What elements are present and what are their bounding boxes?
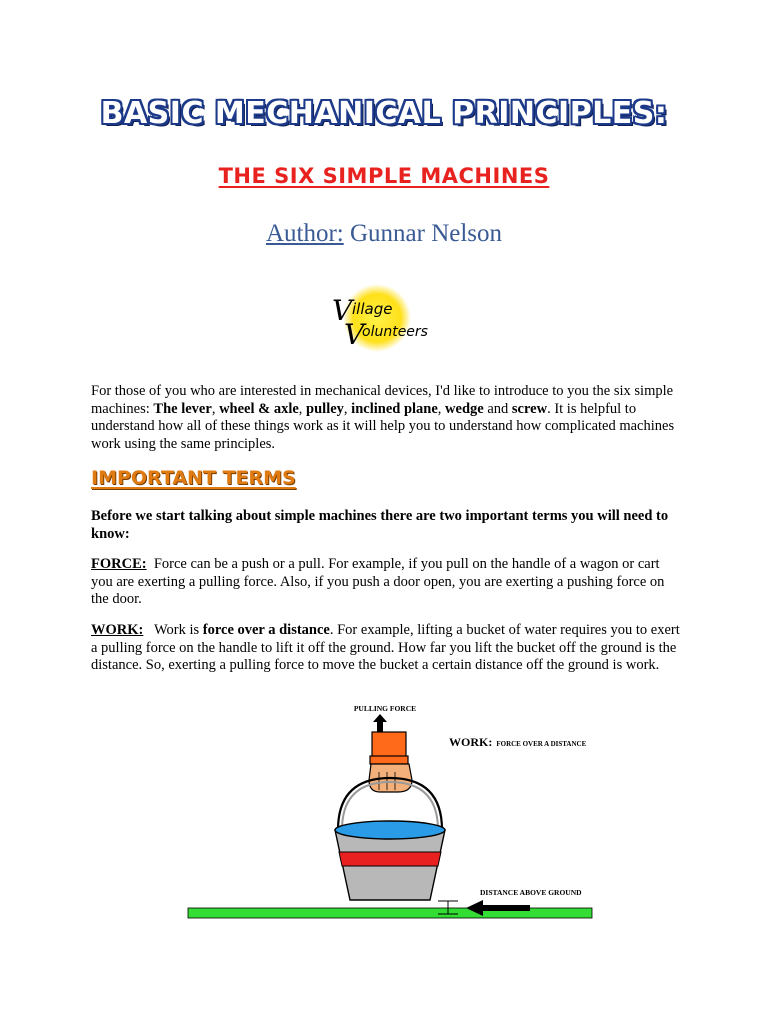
pulling-force-label: PULLING FORCE	[353, 704, 417, 713]
author-name: Gunnar Nelson	[349, 220, 503, 247]
pulling-force-arrow	[373, 714, 387, 732]
sep: ,	[211, 400, 220, 417]
machine-wheel-axle: wheel & axle	[219, 400, 299, 417]
work-label: WORK: FORCE OVER A DISTANCE	[449, 735, 587, 749]
machine-inclined-plane: inclined plane	[351, 400, 438, 417]
intro-text: For those of you who are interested in mechanical devices, I'd like to introduce to you the six simple machines:	[91, 383, 674, 417]
force-paragraph	[91, 556, 681, 609]
ground	[188, 908, 592, 918]
force-text: Force can be a push or a pull. For example, if you pull on the handle of a wagon or cart you are exerting a pulling force. Also, if you push a door open, you are exerting a pushing force on the door.	[91, 556, 669, 607]
water-surface	[335, 821, 445, 839]
intro-text-end: . It is helpful to understand how all of these things work as it will help you to understand how complicated machines work using the same principles.	[91, 400, 675, 452]
lead-paragraph: Before we start talking about simple machines there are two important terms you will need to know:	[91, 508, 669, 542]
logo-letter-top: V	[332, 294, 353, 327]
subtitle-text: THE SIX SIMPLE MACHINES	[218, 164, 550, 188]
force-term: FORCE:	[91, 556, 147, 572]
author-line	[0, 220, 768, 248]
village-volunteers-logo	[330, 282, 430, 354]
machine-wedge: wedge	[445, 400, 484, 417]
sep: and	[483, 400, 512, 417]
section-heading: IMPORTANT TERMS	[91, 467, 296, 489]
logo-line2: olunteers	[362, 324, 428, 340]
logo-line1: illage	[352, 300, 393, 318]
author-label: Author:	[265, 220, 344, 247]
distance-label: DISTANCE ABOVE GROUND	[480, 888, 582, 897]
work-text-end: . For example, lifting a bucket of water requires you to exert a pulling force on the handle to lift it off the ground. How far you lift the bucket off the ground is the distance. So, exerting a pulling force to move the bucket a certain distance off the ground is work.	[91, 622, 680, 673]
machine-pulley: pulley	[306, 400, 344, 417]
sep: ,	[343, 400, 352, 417]
document-title: BASIC MECHANICAL PRINCIPLES:	[100, 96, 668, 131]
intro-paragraph	[91, 383, 681, 453]
work-diagram	[180, 700, 600, 925]
work-term: WORK:	[91, 622, 144, 638]
logo-letter-bottom: V	[344, 318, 365, 351]
machine-lever: The lever	[153, 400, 212, 417]
work-definition: force over a distance	[202, 622, 330, 638]
sep: ,	[298, 400, 307, 417]
machine-screw: screw	[511, 400, 548, 417]
work-text-start: Work is	[143, 622, 203, 638]
document-subtitle	[0, 164, 768, 188]
bucket-band	[339, 852, 441, 866]
sep: ,	[437, 400, 446, 417]
work-paragraph	[91, 622, 681, 675]
cuff	[370, 756, 408, 764]
